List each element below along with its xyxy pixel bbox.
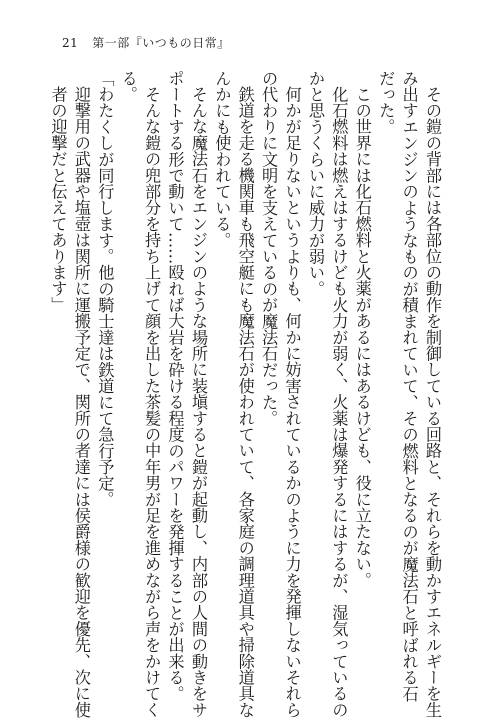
text-line: 「わたくしが同行します。他の騎士達は鉄道にて急行予定。 bbox=[95, 70, 115, 508]
running-head bbox=[62, 34, 230, 51]
text-line: その鎧の背部には各部位の動作を制御している回路と、それらを動かすエネルギーを生 bbox=[423, 86, 442, 718]
text-line: 鉄道を走る機関車も飛空艇にも魔法石が使われていて、各家庭の調理道具や掃除道具な bbox=[235, 86, 255, 718]
text-line: この世界には化石燃料と火薬があるにはあるけども、役に立たない。 bbox=[352, 86, 372, 589]
text-line: 何かが足りないというよりも、何かに妨害されているかのように力を発揮しないそれら bbox=[282, 86, 302, 718]
text-line: 者の迎撃だと伝えてあります」 bbox=[48, 86, 68, 313]
text-line: の代わりに文明を支えているのが魔法石だった。 bbox=[259, 70, 279, 427]
text-line: ポートする形で動いて……殴れば大岩を砕ける程度のパワーを発揮することが出来る。 bbox=[165, 70, 185, 702]
body-text bbox=[46, 70, 444, 718]
text-line: そんな魔法石をエンジンのような場所に装塡すると鎧が起動し、内部の人間の動きをサ bbox=[188, 86, 208, 718]
text-line: かと思うくらいに威力が弱い。 bbox=[305, 70, 325, 297]
text-line: 化石燃料は燃えはするけども火力が弱く、火薬は爆発するにはするが、湿気っているの bbox=[329, 86, 349, 718]
text-line: 迎撃用の武器や塩壺は関所に運搬予定で、関所の者達には侯爵様の歓迎を優先、次に使 bbox=[71, 86, 91, 718]
page-number: 21 bbox=[62, 36, 79, 50]
text-line: そんな鎧の兜部分を持ち上げて顔を出した茶髪の中年男が足を進めながら声をかけてく bbox=[142, 86, 162, 718]
text-line: る。 bbox=[118, 70, 138, 103]
text-line: だった。 bbox=[376, 70, 396, 135]
running-title: 第一部『いつもの日常』 bbox=[92, 36, 230, 50]
text-line: み出すエンジンのようなものが積まれていて、その燃料となるのが魔法石と呼ばれる石 bbox=[399, 70, 419, 702]
text-line: んかにも使われている。 bbox=[212, 70, 232, 249]
